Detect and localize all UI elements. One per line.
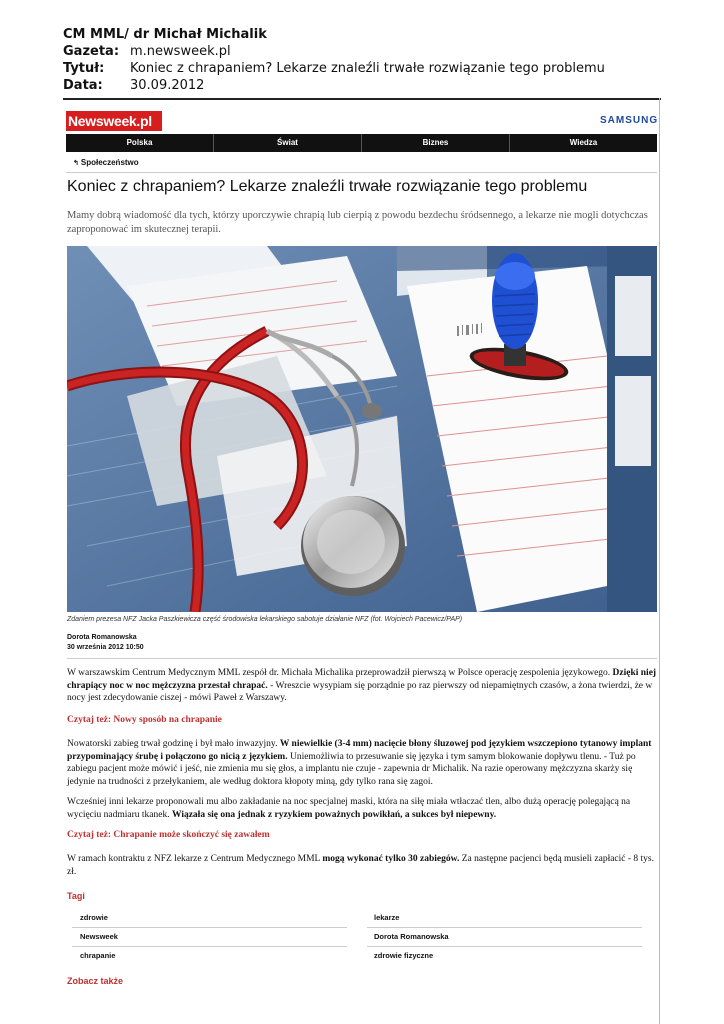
header-value: 30.09.2012 (130, 78, 205, 93)
article-byline (67, 633, 144, 653)
tag-link[interactable]: chrapanie (80, 951, 116, 960)
paragraph-1 (67, 667, 657, 705)
tag-link[interactable]: lekarze (374, 913, 400, 922)
nav-item-swiat[interactable]: Świat (214, 134, 362, 152)
header-row-gazeta (63, 43, 605, 60)
header-key: Tytuł: (63, 61, 105, 76)
tag-divider (367, 927, 642, 928)
text-bold: Dzięki niej chrapiący noc w noc mężczyzna przestał chrapać. (67, 668, 657, 691)
samsung-logo[interactable]: SAMSUNG (600, 115, 659, 126)
tag-divider (367, 946, 642, 947)
clipping-title: CM MML/ dr Michał Michalik (63, 27, 267, 42)
tag-link[interactable]: Dorota Romanowska (374, 932, 449, 941)
paragraph-4 (67, 853, 657, 878)
nav-item-polska[interactable]: Polska (66, 134, 214, 152)
text: W ramach kontraktu z NFZ lekarze z Centrum Medycznego MML (67, 854, 323, 864)
article-lead: Mamy dobrą wiadomość dla tych, którzy uporczywie chrapią lub cierpią z powodu bezdechu śródsennego, a lekarze nie mogli dotychczas zaproponować im skutecznej terapii. (67, 210, 648, 235)
photo-caption: Zdaniem prezesa NFZ Jacka Paszkiewicza część środowiska lekarskiego sabotuje działanie NFZ (fot. Wojciech Pacewicz/PAP) (67, 616, 463, 623)
tag-divider (72, 946, 347, 947)
article-photo (67, 246, 657, 612)
clipping-header (63, 26, 605, 94)
text: W warszawskim Centrum Medycznym MML zespół dr. Michała Michalika przeprowadził pierwszą w Polsce operację zespolenia językowego. (67, 668, 613, 678)
read-also-link-1[interactable]: Czytaj też: Nowy sposób na chrapanie (67, 715, 222, 725)
breadcrumb-arrow-icon: ↰ (73, 160, 79, 167)
nav-item-biznes[interactable]: Biznes (362, 134, 510, 152)
breadcrumb (66, 152, 657, 173)
header-row-data (63, 77, 605, 94)
paragraph-3 (67, 796, 657, 821)
newsweek-logo[interactable]: Newsweek.pl (66, 111, 162, 131)
tag-link[interactable]: zdrowie (80, 913, 108, 922)
header-key: Data: (63, 78, 103, 93)
main-nav (66, 134, 657, 152)
author-name[interactable]: Dorota Romanowska (67, 634, 137, 641)
see-also-heading: Zobacz także (67, 976, 124, 986)
breadcrumb-section[interactable]: Społeczeństwo (80, 158, 139, 167)
text: Za następne pacjenci będą musieli zapłacić - 8 tys. zł. (67, 854, 654, 877)
right-border-line (659, 98, 660, 1024)
read-also-link-2[interactable]: Czytaj też: Chrapanie może skończyć się zawałem (67, 830, 270, 840)
tags-heading: Tagi (67, 891, 85, 901)
header-row-tytul (63, 60, 605, 77)
stethoscope-documents-image (67, 246, 657, 612)
byline-divider (67, 658, 657, 659)
paragraph-2 (67, 738, 657, 788)
header-divider (63, 98, 661, 100)
nav-item-wiedza[interactable]: Wiedza (569, 138, 598, 147)
publish-date: 30 września 2012 10:50 (67, 644, 144, 651)
header-value: Koniec z chrapaniem? Lekarze znaleźli trwałe rozwiązanie tego problemu (130, 61, 605, 76)
tag-link[interactable]: Newsweek (80, 932, 118, 941)
tag-divider (72, 927, 347, 928)
text-bold: mogą wykonać tylko 30 zabiegów. (322, 854, 460, 864)
text-bold: Wiązała się ona jednak z ryzykiem poważnych powikłań, a sukces był niepewny. (172, 809, 497, 820)
text: Wcześniej inni lekarze proponowali mu albo zakładanie na noc specjalnej maski, która na siłę miała wtłaczać tlen, albo dużą operację polegającą na wycięciu nadmiaru tkanek. (67, 797, 631, 820)
text: Uniemożliwia to przesuwanie się języka i tym samym blokowanie dopływu tlenu. - Tuż po zabiegu pacjent może mówić i jeść, nie zmienia mu się głos, a implantu nie czuje - zapewnia dr Michalik. Na razie operowany mężczyzna skarży się jedynie na trudności z przełykaniem, ale według doktora kłopoty miną, gdy tylko rana się zagoi. (67, 751, 636, 787)
text-bold: W niewielkie (3-4 mm) nacięcie błony śluzowej pod językiem wszczepiono tytanowy implant przypominający śrubę i połączono go nicią z językiem. (67, 739, 652, 762)
tag-link[interactable]: zdrowie fizyczne (374, 951, 434, 960)
header-value: m.newsweek.pl (130, 44, 231, 59)
text: Nowatorski zabieg trwał godzinę i był mało inwazyjny. (67, 739, 280, 749)
article-title: Koniec z chrapaniem? Lekarze znaleźli trwałe rozwiązanie tego problemu (67, 178, 588, 195)
header-key: Gazeta: (63, 44, 120, 59)
text: - Wreszcie wysypiam się porządnie po raz pierwszy od niepamiętnych czasów, a żona twierdzi, że w nocy jest zdecydowanie ciszej - mówi Paweł z Warszawy. (67, 680, 653, 703)
